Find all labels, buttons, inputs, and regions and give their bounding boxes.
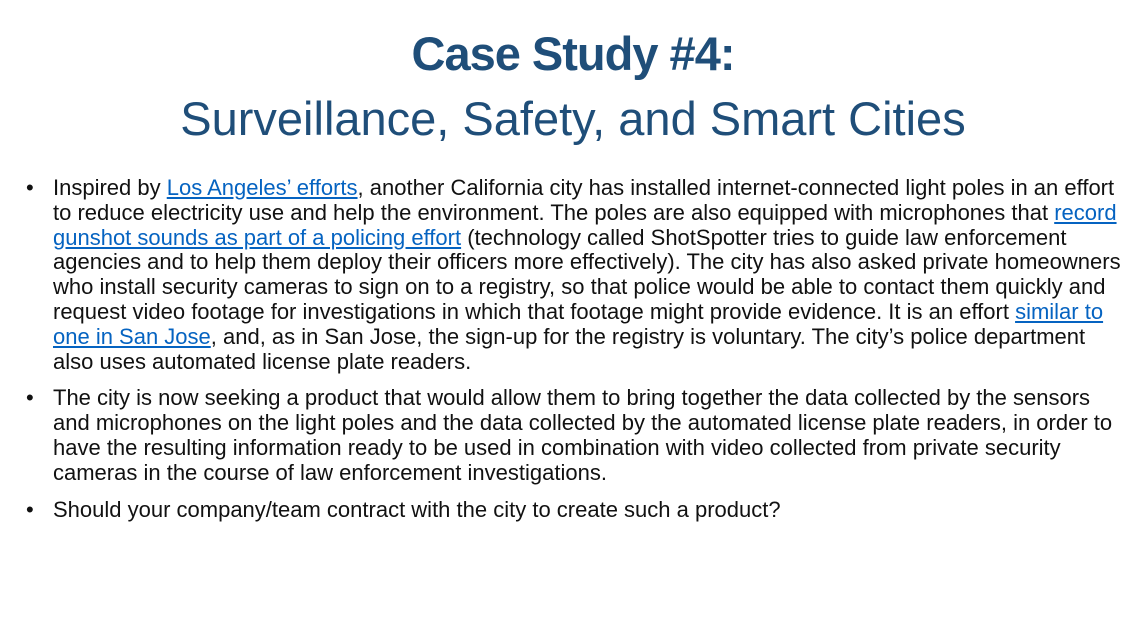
bullet-2-text: The city is now seeking a product that would allow them to bring together the data collected by the sensors and microphones on the light poles and the data collected by the automated license plate readers, in order to have the resulting information ready to be used in combination with video collected from private security cameras in the course of law enforcement investigations. [53,385,1113,485]
slide-subtitle: Surveillance, Safety, and Smart Cities [180,92,966,145]
bullet-1-text-1: Inspired by [53,175,167,200]
bullet-1-text-2: , another California city has installed internet-connected light poles in an effort to reduce electricity use and help the environment. The poles are also equipped with microphones that [53,175,1115,225]
link-gunshot-policing-effort[interactable]: record gunshot sounds as part of a policing effort [53,199,1117,250]
bullet-item-2 [26,386,1130,485]
bullet-1-text-4: , and, as in San Jose, the sign-up for the registry is voluntary. The city’s police department also uses automated license plate readers. [53,323,1086,374]
bullet-3-text: Should your company/team contract with the city to create such a product? [53,496,781,522]
bullet-item-3 [26,498,1130,523]
link-san-jose[interactable]: similar to one in San Jose [53,298,1104,349]
bullet-list [26,176,1130,534]
link-los-angeles-efforts[interactable]: Los Angeles’ efforts [166,175,358,200]
slide-title: Case Study #4: [411,27,735,80]
bullet-1-text-3: (technology called ShotSpotter tries to guide law enforcement agencies and to help them deploy their officers more effectively). The city has also asked private homeowners who install security cameras to sign on to a registry, so that police would be able to contact them quickly and request video footage for investigations in which that footage might provide evidence. It is an effort [53,224,1121,324]
bullet-item-1 [26,176,1130,374]
